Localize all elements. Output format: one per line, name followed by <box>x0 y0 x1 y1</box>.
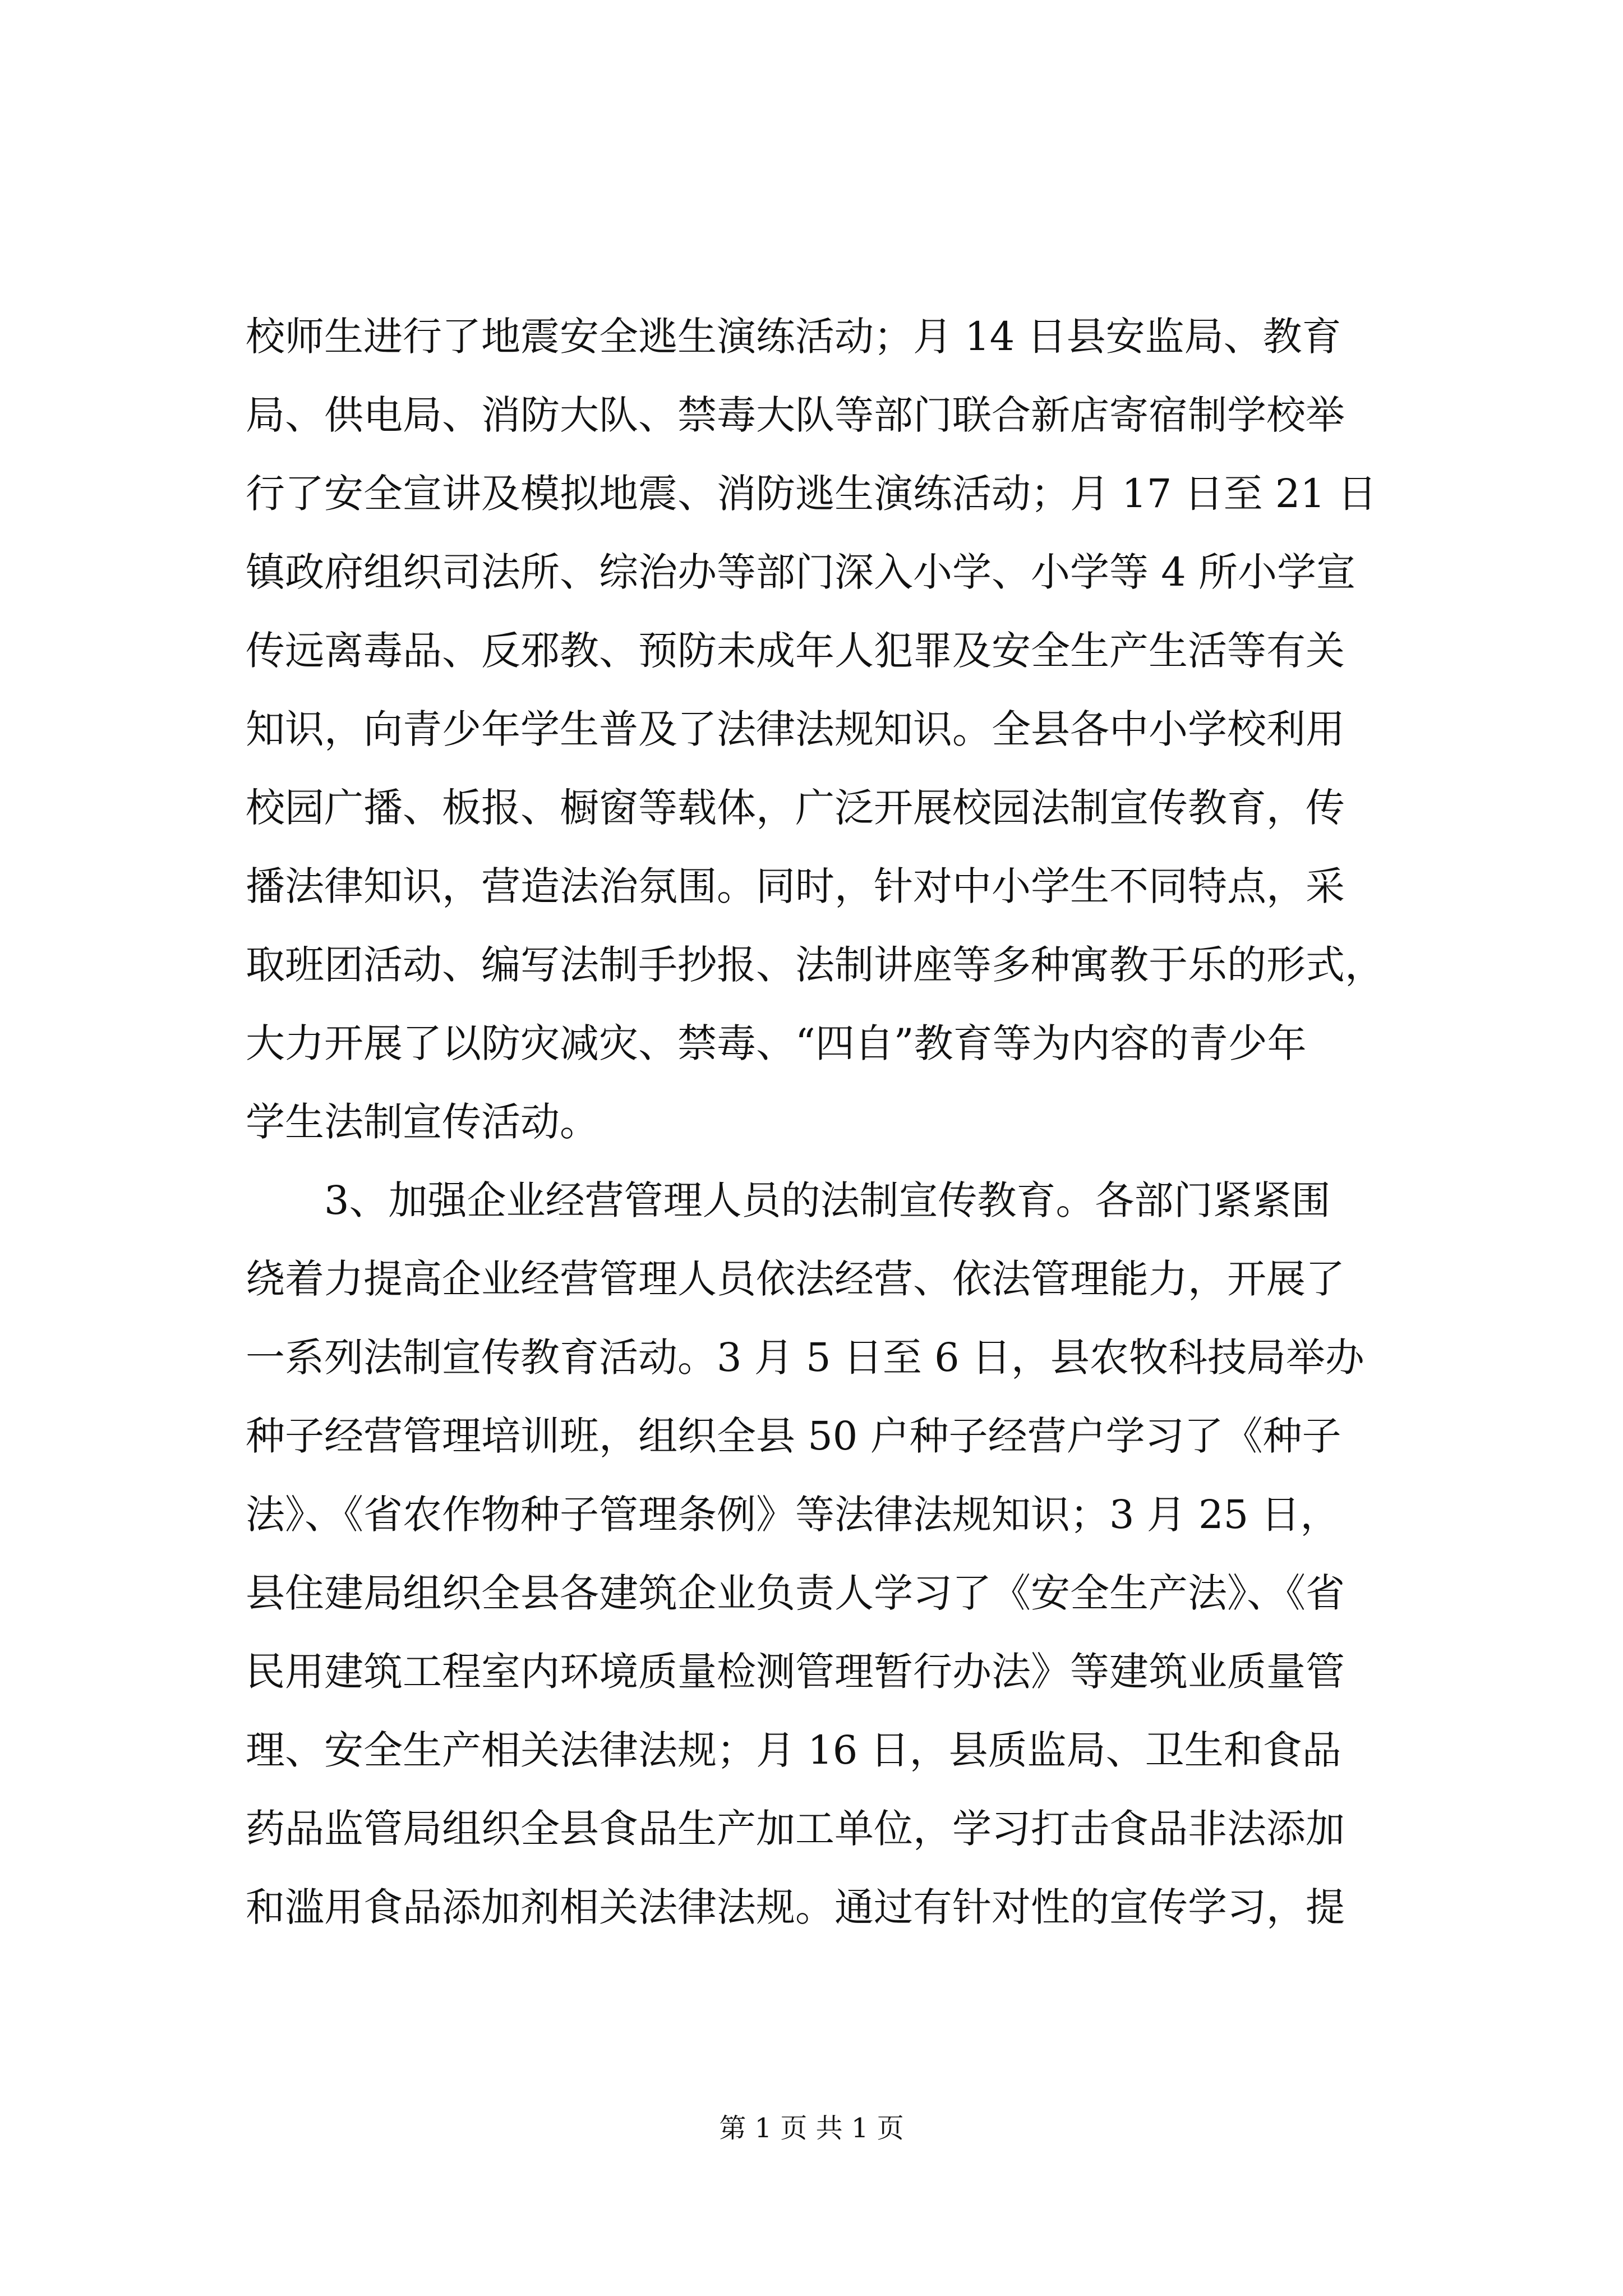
text-line: 播法律知识，营造法治氛围。同时，针对中小学生不同特点，采 <box>246 863 1345 909</box>
text-line: 理、安全生产相关法律法规；月 16 日，县质监局、卫生和食品 <box>246 1727 1341 1773</box>
text-line: 镇政府组织司法所、综治办等部门深入小学、小学等 4 所小学宣 <box>246 549 1356 595</box>
text-line: 一系列法制宣传教育活动。3 月 5 日至 6 日，县农牧科技局举办 <box>246 1335 1364 1381</box>
text-line: 取班团活动、编写法制手抄报、法制讲座等多种寓教于乐的形式， <box>246 942 1384 988</box>
text-line: 学生法制宣传活动。 <box>246 1099 599 1145</box>
text-line: 大力开展了以防灾减灾、禁毒、“四自”教育等为内容的青少年 <box>246 1020 1307 1066</box>
text-line: 校园广播、板报、橱窗等载体，广泛开展校园法制宣传教育，传 <box>246 785 1345 831</box>
text-line: 知识，向青少年学生普及了法律法规知识。全县各中小学校利用 <box>246 706 1345 752</box>
text-line: 县住建局组织全县各建筑企业负责人学习了《安全生产法》、《省 <box>246 1570 1345 1616</box>
text-line: 种子经营管理培训班，组织全县 50 户种子经营户学习了《种子 <box>246 1413 1341 1459</box>
text-line: 校师生进行了地震安全逃生演练活动；月 14 日县安监局、教育 <box>246 314 1341 360</box>
text-line: 和滥用食品添加剂相关法律法规。通过有针对性的宣传学习，提 <box>246 1884 1345 1930</box>
text-line: 法》、《省农作物种子管理条例》等法律法规知识；3 月 25 日， <box>246 1492 1340 1538</box>
text-line: 局、供电局、消防大队、禁毒大队等部门联合新店寄宿制学校举 <box>246 392 1345 438</box>
text-line: 传远离毒品、反邪教、预防未成年人犯罪及安全生产生活等有关 <box>246 628 1345 674</box>
text-line: 民用建筑工程室内环境质量检测管理暂行办法》等建筑业质量管 <box>246 1649 1345 1695</box>
paragraph-start-line: 3、加强企业经营管理人员的法制宣传教育。各部门紧紧围 <box>324 1177 1331 1223</box>
text-line: 药品监管局组织全县食品生产加工单位，学习打击食品非法添加 <box>246 1806 1345 1852</box>
page-footer: 第 1 页 共 1 页 <box>719 2113 904 2144</box>
text-line: 绕着力提高企业经营管理人员依法经营、依法管理能力，开展了 <box>246 1256 1345 1302</box>
text-line: 行了安全宣讲及模拟地震、消防逃生演练活动；月 17 日至 21 日 <box>246 471 1377 517</box>
